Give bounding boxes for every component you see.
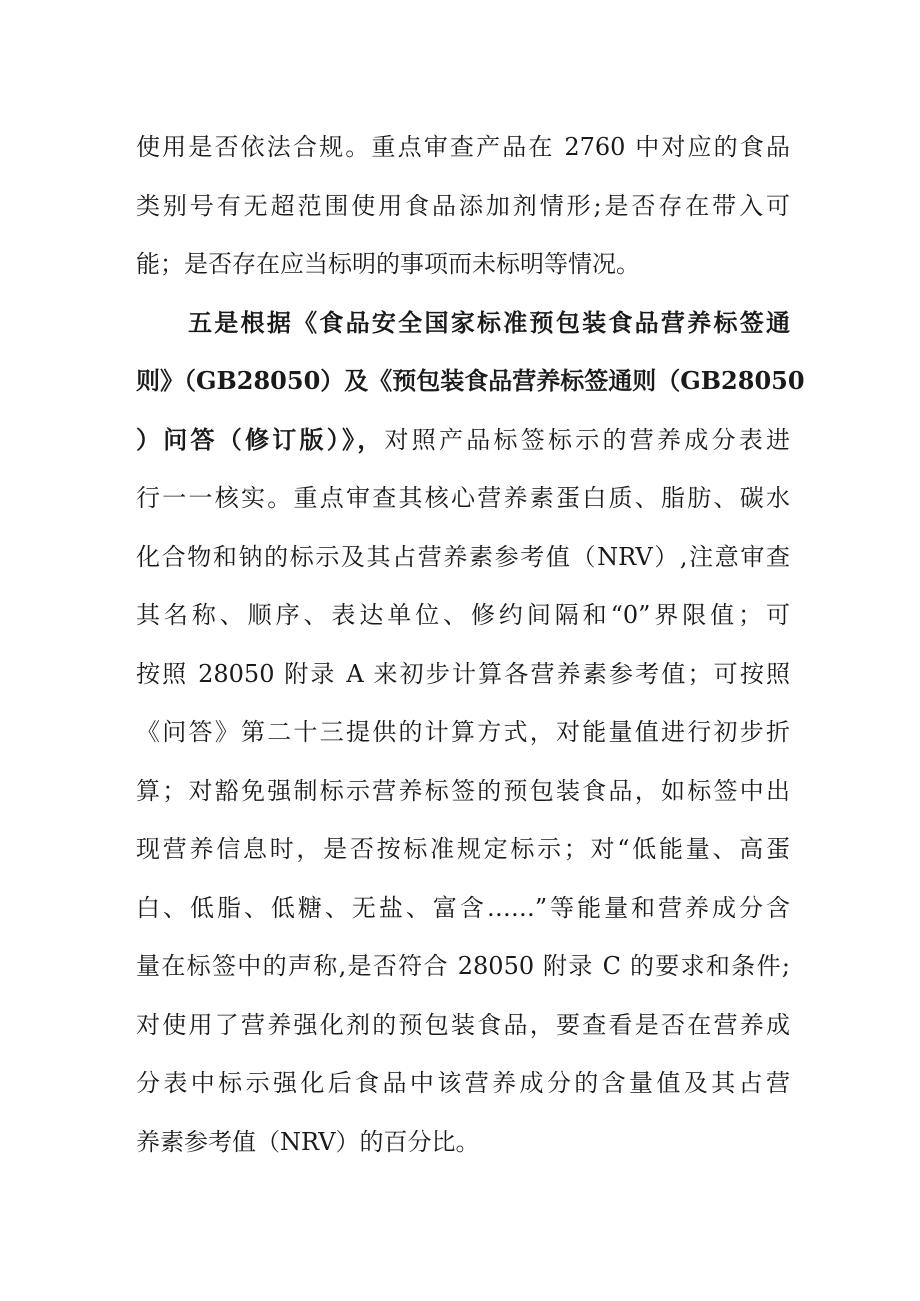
body-text: [136, 118, 805, 1171]
text-fragment: 对照产品标签标示的营养成分表进: [384, 425, 790, 454]
text-line: 行一一核实。重点审查其核心营养素蛋白质、脂肪、碳水: [136, 484, 790, 512]
section-heading-line: 五是根据《食品安全国家标准预包装食品营养标签通: [188, 307, 790, 337]
section-heading-fragment: ）问答（修订版）》，: [136, 424, 385, 454]
text-line: 现营养信息时，是否按标准规定标示；对“低能量、高蛋: [136, 835, 790, 863]
text-line: 养素参考值（NRV）的百分比。: [136, 1127, 480, 1156]
text-line: 对使用了营养强化剂的预包装食品，要查看是否在营养成: [136, 1010, 790, 1039]
text-line: 《问答》第二十三提供的计算方式，对能量值进行初步折: [136, 718, 790, 746]
text-line: 能；是否存在应当标明的事项而未标明等情况。: [136, 250, 640, 278]
text-line: 类别号有无超范围使用食品添加剂情形;是否存在带入可: [136, 191, 790, 220]
text-line: 算；对豁免强制标示营养标签的预包装食品，如标签中出: [136, 776, 790, 805]
section-heading-line: 则》（GB28050）及《预包装食品营养标签通则（GB28050: [136, 366, 805, 395]
text-line: 按照 28050 附录 A 来初步计算各营养素参考值；可按照: [136, 659, 790, 688]
text-line: 化合物和钠的标示及其占营养素参考值（NRV）,注意审查: [136, 542, 790, 571]
text-line: 量在标签中的声称,是否符合 28050 附录 C 的要求和条件;: [136, 952, 790, 980]
text-line: 分表中标示强化后食品中该营养成分的含量值及其占营: [136, 1069, 790, 1097]
text-line: 其名称、顺序、表达单位、修约间隔和“0”界限值；可: [136, 601, 790, 629]
text-line: 白、低脂、低糖、无盐、富含……”等能量和营养成分含: [136, 893, 790, 922]
text-line: 使用是否依法合规。重点审查产品在 2760 中对应的食品: [136, 133, 790, 161]
text-line: [136, 411, 790, 470]
